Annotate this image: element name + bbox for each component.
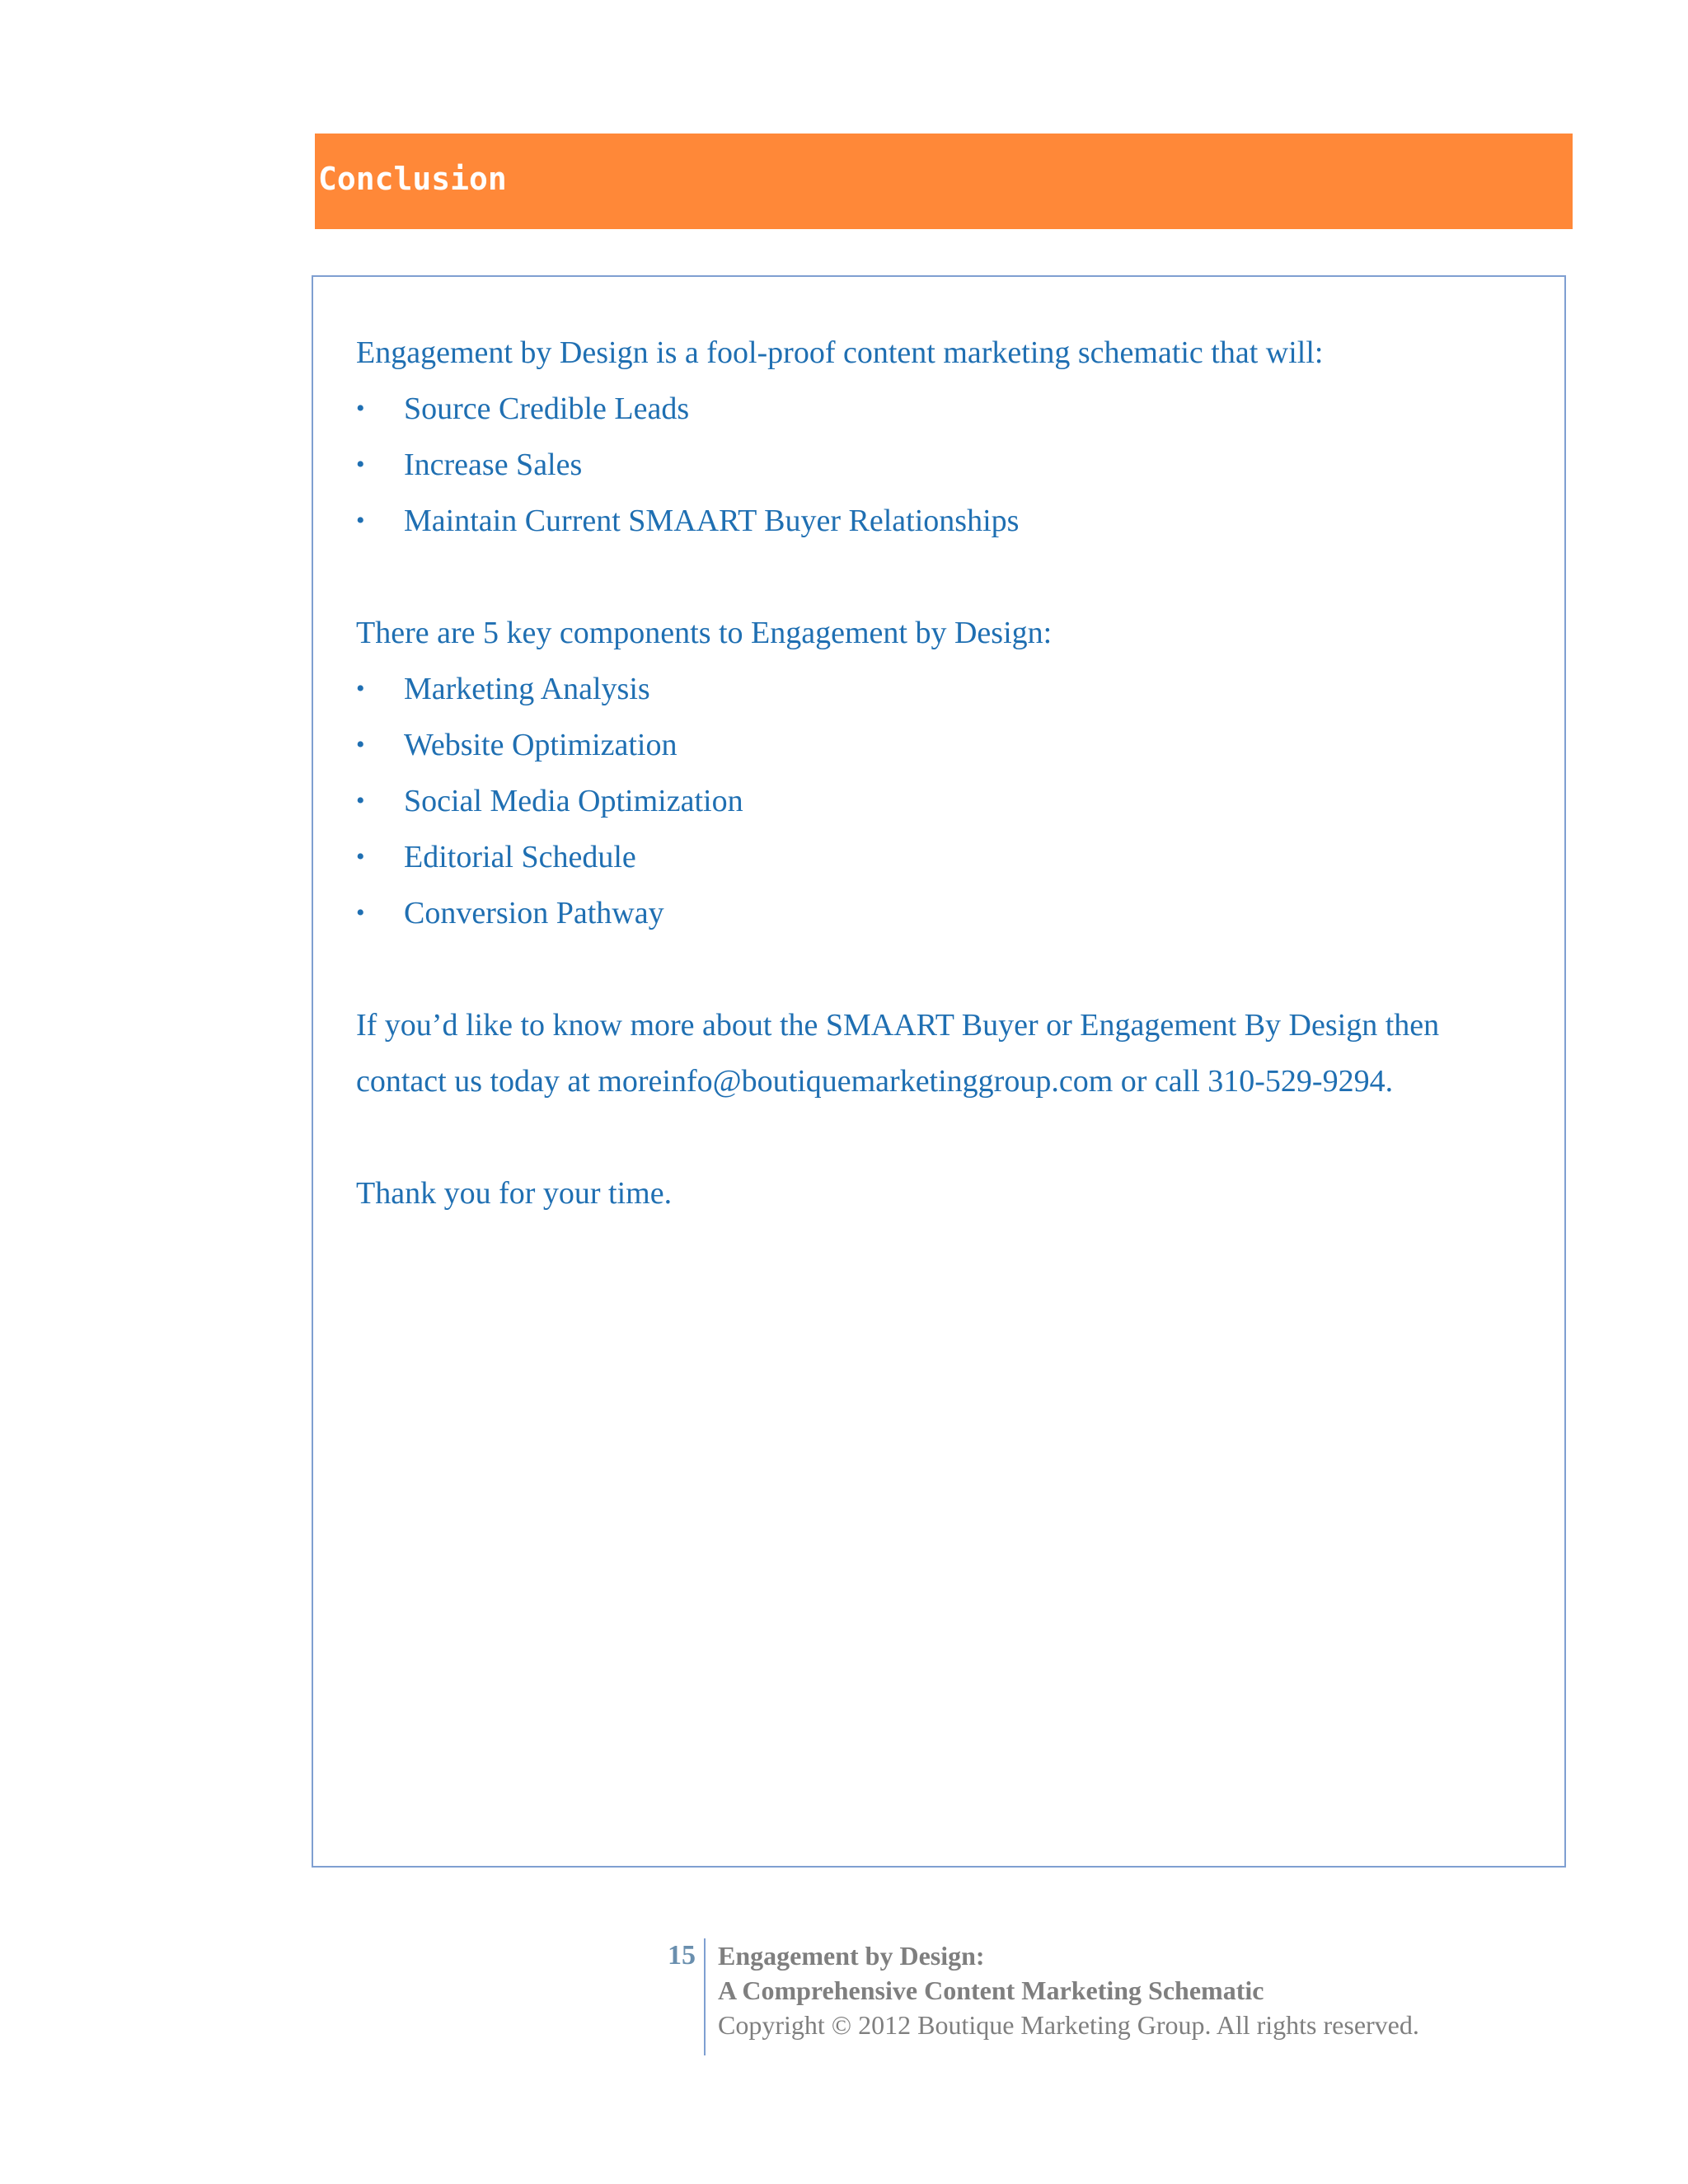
- contact-line-1: If you’d like to know more about the SMAART Buyer or Engagement By Design then: [356, 1008, 1440, 1043]
- bullet-icon: •: [356, 675, 365, 702]
- bullet-icon: •: [356, 843, 365, 870]
- list-item: • Social Media Optimization: [356, 773, 1531, 829]
- list-item: • Source Credible Leads: [356, 381, 1531, 437]
- content-body: [356, 325, 1531, 1221]
- page-number: 15: [668, 1940, 696, 1971]
- components-list: [356, 661, 1531, 941]
- benefits-list: [356, 381, 1531, 549]
- section-header-bar: [315, 134, 1573, 229]
- list-item: • Increase Sales: [356, 437, 1531, 493]
- footer-copyright: Copyright © 2012 Boutique Marketing Group. All rights reserved.: [718, 2010, 1419, 2040]
- closing-line: Thank you for your time.: [356, 1176, 673, 1211]
- section-title: Conclusion: [318, 161, 507, 197]
- bullet-icon: •: [356, 731, 365, 758]
- spacer: [356, 549, 1531, 605]
- footer-text: [718, 1938, 1419, 2042]
- list-item: • Maintain Current SMAART Buyer Relationships: [356, 493, 1531, 549]
- list-item: • Marketing Analysis: [356, 661, 1531, 717]
- contact-line-2: contact us today at moreinfo@boutiquemarketinggroup.com or call 310-529-9294.: [356, 1064, 1394, 1099]
- footer-divider: [704, 1938, 706, 2055]
- bullet-icon: •: [356, 507, 365, 534]
- list-item: • Website Optimization: [356, 717, 1531, 773]
- spacer: [356, 1109, 1531, 1165]
- bullet-icon: •: [356, 899, 365, 926]
- content-box: [312, 275, 1566, 1868]
- bullet-icon: •: [356, 395, 365, 422]
- spacer: [356, 941, 1531, 997]
- footer-title: Engagement by Design:: [718, 1941, 985, 1971]
- bullet-icon: •: [356, 451, 365, 478]
- list-item: • Conversion Pathway: [356, 885, 1531, 941]
- footer-subtitle: A Comprehensive Content Marketing Schematic: [718, 1975, 1264, 2005]
- list-item: • Editorial Schedule: [356, 829, 1531, 885]
- intro-paragraph-2: There are 5 key components to Engagement by Design:: [356, 616, 1053, 650]
- intro-paragraph-1: Engagement by Design is a fool-proof content marketing schematic that will:: [356, 335, 1324, 370]
- bullet-icon: •: [356, 787, 365, 814]
